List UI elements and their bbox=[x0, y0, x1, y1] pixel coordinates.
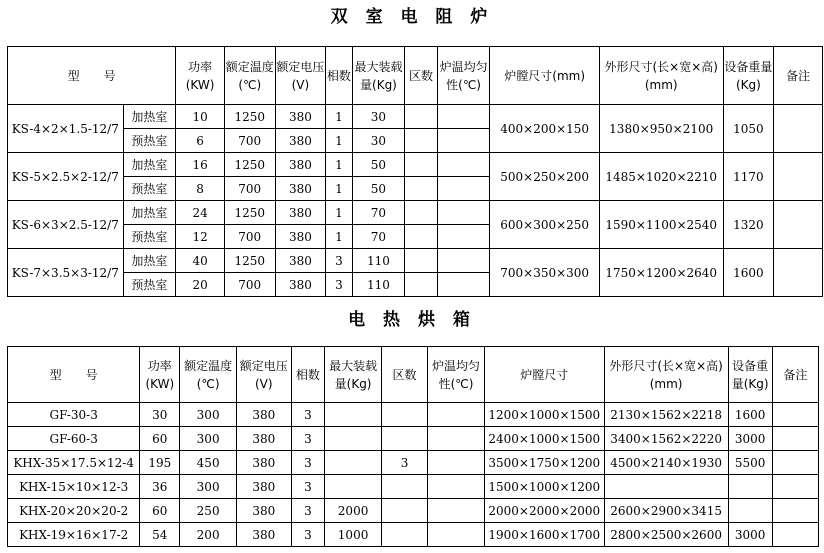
voltage-cell: 380 bbox=[275, 249, 326, 273]
model-cell: KHX-19×16×17-2 bbox=[8, 523, 140, 547]
power-cell: 36 bbox=[140, 475, 180, 499]
load-cell: 30 bbox=[352, 129, 405, 153]
table-row bbox=[8, 153, 823, 177]
model-cell: GF-60-3 bbox=[8, 427, 140, 451]
model-cell: KHX-35×17.5×12-4 bbox=[8, 451, 140, 475]
header-rated-temp: 额定温度(℃) bbox=[224, 47, 275, 105]
temp-cell: 200 bbox=[180, 523, 237, 547]
header-temp-uniformity: 炉温均匀性(℃) bbox=[428, 347, 485, 403]
remarks-cell bbox=[772, 403, 818, 427]
voltage-cell: 380 bbox=[236, 499, 291, 523]
remarks-cell bbox=[772, 427, 818, 451]
room-cell: 加热室 bbox=[123, 153, 176, 177]
overall-size-cell: 1590×1100×2540 bbox=[599, 201, 723, 249]
chamber-size-cell: 500×250×200 bbox=[490, 153, 599, 201]
uniformity-cell bbox=[428, 403, 485, 427]
power-cell: 40 bbox=[176, 249, 225, 273]
load-cell bbox=[325, 403, 382, 427]
temp-cell: 250 bbox=[180, 499, 237, 523]
weight-cell: 1600 bbox=[728, 403, 772, 427]
phase-cell: 1 bbox=[326, 129, 352, 153]
remarks-cell bbox=[772, 475, 818, 499]
remarks-cell bbox=[774, 249, 823, 297]
remarks-cell bbox=[774, 201, 823, 249]
header-chamber-size: 炉膛尺寸 bbox=[484, 347, 604, 403]
power-cell: 195 bbox=[140, 451, 180, 475]
uniformity-cell bbox=[437, 249, 490, 273]
header-overall-size: 外形尺寸(长×宽×高)(mm) bbox=[599, 47, 723, 105]
room-cell: 加热室 bbox=[123, 105, 176, 129]
zones-cell bbox=[405, 105, 437, 129]
table-row bbox=[8, 523, 819, 547]
chamber-size-cell: 700×350×300 bbox=[490, 249, 599, 297]
oven-title: 电 热 烘 箱 bbox=[348, 310, 476, 330]
zones-cell bbox=[381, 427, 427, 451]
phase-cell: 3 bbox=[291, 499, 325, 523]
voltage-cell: 380 bbox=[275, 153, 326, 177]
power-cell: 24 bbox=[176, 201, 225, 225]
header-temp-uniformity: 炉温均匀性(℃) bbox=[437, 47, 490, 105]
load-cell: 1000 bbox=[325, 523, 382, 547]
uniformity-cell bbox=[437, 105, 490, 129]
chamber-size-cell: 2400×1000×1500 bbox=[484, 427, 604, 451]
phase-cell: 3 bbox=[326, 249, 352, 273]
header-rated-voltage: 额定电压(V) bbox=[275, 47, 326, 105]
room-cell: 加热室 bbox=[123, 201, 176, 225]
voltage-cell: 380 bbox=[236, 427, 291, 451]
room-cell: 预热室 bbox=[123, 273, 176, 297]
header-remarks: 备注 bbox=[772, 347, 818, 403]
zones-cell bbox=[405, 177, 437, 201]
table-row bbox=[8, 105, 823, 129]
header-chamber-size: 炉膛尺寸(mm) bbox=[490, 47, 599, 105]
zones-cell bbox=[381, 475, 427, 499]
load-cell bbox=[325, 451, 382, 475]
temp-cell: 1250 bbox=[224, 249, 275, 273]
phase-cell: 1 bbox=[326, 201, 352, 225]
temp-cell: 300 bbox=[180, 475, 237, 499]
overall-size-cell: 4500×2140×1930 bbox=[604, 451, 728, 475]
power-cell: 60 bbox=[140, 499, 180, 523]
voltage-cell: 380 bbox=[275, 273, 326, 297]
header-zones: 区数 bbox=[405, 47, 437, 105]
header-rated-temp: 额定温度(℃) bbox=[180, 347, 237, 403]
weight-cell: 1170 bbox=[723, 153, 774, 201]
overall-size-cell: 3400×1562×2220 bbox=[604, 427, 728, 451]
phase-cell: 3 bbox=[291, 523, 325, 547]
overall-size-cell: 2130×1562×2218 bbox=[604, 403, 728, 427]
zones-cell bbox=[381, 499, 427, 523]
load-cell: 50 bbox=[352, 177, 405, 201]
phase-cell: 3 bbox=[326, 273, 352, 297]
overall-size-cell bbox=[604, 475, 728, 499]
phase-cell: 3 bbox=[291, 451, 325, 475]
power-cell: 6 bbox=[176, 129, 225, 153]
table-header-row bbox=[8, 347, 819, 403]
room-cell: 预热室 bbox=[123, 225, 176, 249]
voltage-cell: 380 bbox=[275, 129, 326, 153]
header-overall-size: 外形尺寸(长×宽×高)(mm) bbox=[604, 347, 728, 403]
overall-size-cell: 1380×950×2100 bbox=[599, 105, 723, 153]
header-model: 型 号 bbox=[8, 347, 140, 403]
header-power: 功率(KW) bbox=[140, 347, 180, 403]
temp-cell: 1250 bbox=[224, 201, 275, 225]
model-cell: KS-4×2×1.5-12/7 bbox=[8, 105, 124, 153]
weight-cell bbox=[728, 499, 772, 523]
uniformity-cell bbox=[437, 201, 490, 225]
chamber-size-cell: 3500×1750×1200 bbox=[484, 451, 604, 475]
voltage-cell: 380 bbox=[236, 523, 291, 547]
voltage-cell: 380 bbox=[236, 475, 291, 499]
header-max-load: 最大装载量(Kg) bbox=[325, 347, 382, 403]
weight-cell: 1320 bbox=[723, 201, 774, 249]
model-cell: KS-5×2.5×2-12/7 bbox=[8, 153, 124, 201]
load-cell: 110 bbox=[352, 273, 405, 297]
temp-cell: 1250 bbox=[224, 153, 275, 177]
overall-size-cell: 1750×1200×2640 bbox=[599, 249, 723, 297]
zones-cell bbox=[405, 201, 437, 225]
weight-cell bbox=[728, 475, 772, 499]
power-cell: 60 bbox=[140, 427, 180, 451]
load-cell: 70 bbox=[352, 225, 405, 249]
power-cell: 12 bbox=[176, 225, 225, 249]
weight-cell: 5500 bbox=[728, 451, 772, 475]
phase-cell: 1 bbox=[326, 225, 352, 249]
zones-cell bbox=[405, 225, 437, 249]
voltage-cell: 380 bbox=[275, 105, 326, 129]
furnace-spec-table bbox=[7, 46, 823, 297]
model-cell: KHX-20×20×20-2 bbox=[8, 499, 140, 523]
temp-cell: 300 bbox=[180, 403, 237, 427]
table-row bbox=[8, 403, 819, 427]
temp-cell: 700 bbox=[224, 273, 275, 297]
overall-size-cell: 2600×2900×3415 bbox=[604, 499, 728, 523]
voltage-cell: 380 bbox=[236, 451, 291, 475]
load-cell bbox=[325, 427, 382, 451]
remarks-cell bbox=[774, 105, 823, 153]
header-phase: 相数 bbox=[326, 47, 352, 105]
room-cell: 预热室 bbox=[123, 177, 176, 201]
header-remarks: 备注 bbox=[774, 47, 823, 105]
voltage-cell: 380 bbox=[236, 403, 291, 427]
power-cell: 30 bbox=[140, 403, 180, 427]
weight-cell: 1050 bbox=[723, 105, 774, 153]
temp-cell: 700 bbox=[224, 177, 275, 201]
load-cell: 70 bbox=[352, 201, 405, 225]
load-cell: 50 bbox=[352, 153, 405, 177]
load-cell bbox=[325, 475, 382, 499]
zones-cell bbox=[405, 249, 437, 273]
uniformity-cell bbox=[437, 273, 490, 297]
phase-cell: 1 bbox=[326, 153, 352, 177]
uniformity-cell bbox=[428, 451, 485, 475]
power-cell: 16 bbox=[176, 153, 225, 177]
voltage-cell: 380 bbox=[275, 225, 326, 249]
remarks-cell bbox=[772, 499, 818, 523]
temp-cell: 700 bbox=[224, 225, 275, 249]
zones-cell bbox=[405, 153, 437, 177]
chamber-size-cell: 600×300×250 bbox=[490, 201, 599, 249]
oven-spec-table bbox=[7, 346, 819, 547]
uniformity-cell bbox=[437, 129, 490, 153]
phase-cell: 3 bbox=[291, 475, 325, 499]
remarks-cell bbox=[772, 451, 818, 475]
uniformity-cell bbox=[428, 427, 485, 451]
table-header-row bbox=[8, 47, 823, 105]
header-power: 功率(KW) bbox=[176, 47, 225, 105]
phase-cell: 3 bbox=[291, 427, 325, 451]
chamber-size-cell: 400×200×150 bbox=[490, 105, 599, 153]
room-cell: 预热室 bbox=[123, 129, 176, 153]
overall-size-cell: 1485×1020×2210 bbox=[599, 153, 723, 201]
uniformity-cell bbox=[428, 475, 485, 499]
room-cell: 加热室 bbox=[123, 249, 176, 273]
header-weight: 设备重量(Kg) bbox=[728, 347, 772, 403]
overall-size-cell: 2800×2500×2600 bbox=[604, 523, 728, 547]
remarks-cell bbox=[772, 523, 818, 547]
zones-cell bbox=[405, 129, 437, 153]
table-row bbox=[8, 451, 819, 475]
weight-cell: 3000 bbox=[728, 523, 772, 547]
zones-cell bbox=[405, 273, 437, 297]
temp-cell: 700 bbox=[224, 129, 275, 153]
header-zones: 区数 bbox=[381, 347, 427, 403]
temp-cell: 450 bbox=[180, 451, 237, 475]
uniformity-cell bbox=[428, 499, 485, 523]
power-cell: 20 bbox=[176, 273, 225, 297]
zones-cell bbox=[381, 523, 427, 547]
chamber-size-cell: 1500×1000×1200 bbox=[484, 475, 604, 499]
uniformity-cell bbox=[437, 153, 490, 177]
voltage-cell: 380 bbox=[275, 201, 326, 225]
furnace-title: 双 室 电 阻 炉 bbox=[330, 7, 494, 27]
zones-cell: 3 bbox=[381, 451, 427, 475]
temp-cell: 300 bbox=[180, 427, 237, 451]
table-row bbox=[8, 427, 819, 451]
load-cell: 2000 bbox=[325, 499, 382, 523]
header-phase: 相数 bbox=[291, 347, 325, 403]
table-row bbox=[8, 201, 823, 225]
uniformity-cell bbox=[437, 225, 490, 249]
chamber-size-cell: 1900×1600×1700 bbox=[484, 523, 604, 547]
model-cell: KS-7×3.5×3-12/7 bbox=[8, 249, 124, 297]
table-row bbox=[8, 475, 819, 499]
load-cell: 110 bbox=[352, 249, 405, 273]
temp-cell: 1250 bbox=[224, 105, 275, 129]
load-cell: 30 bbox=[352, 105, 405, 129]
header-rated-voltage: 额定电压(V) bbox=[236, 347, 291, 403]
power-cell: 54 bbox=[140, 523, 180, 547]
table-row bbox=[8, 499, 819, 523]
phase-cell: 1 bbox=[326, 177, 352, 201]
weight-cell: 1600 bbox=[723, 249, 774, 297]
model-cell: KS-6×3×2.5-12/7 bbox=[8, 201, 124, 249]
table-row bbox=[8, 249, 823, 273]
header-weight: 设备重量(Kg) bbox=[723, 47, 774, 105]
power-cell: 10 bbox=[176, 105, 225, 129]
uniformity-cell bbox=[437, 177, 490, 201]
chamber-size-cell: 2000×2000×2000 bbox=[484, 499, 604, 523]
chamber-size-cell: 1200×1000×1500 bbox=[484, 403, 604, 427]
phase-cell: 3 bbox=[291, 403, 325, 427]
phase-cell: 1 bbox=[326, 105, 352, 129]
header-model: 型 号 bbox=[8, 47, 176, 105]
power-cell: 8 bbox=[176, 177, 225, 201]
zones-cell bbox=[381, 403, 427, 427]
uniformity-cell bbox=[428, 523, 485, 547]
model-cell: GF-30-3 bbox=[8, 403, 140, 427]
model-cell: KHX-15×10×12-3 bbox=[8, 475, 140, 499]
voltage-cell: 380 bbox=[275, 177, 326, 201]
header-max-load: 最大装载量(Kg) bbox=[352, 47, 405, 105]
weight-cell: 3000 bbox=[728, 427, 772, 451]
remarks-cell bbox=[774, 153, 823, 201]
